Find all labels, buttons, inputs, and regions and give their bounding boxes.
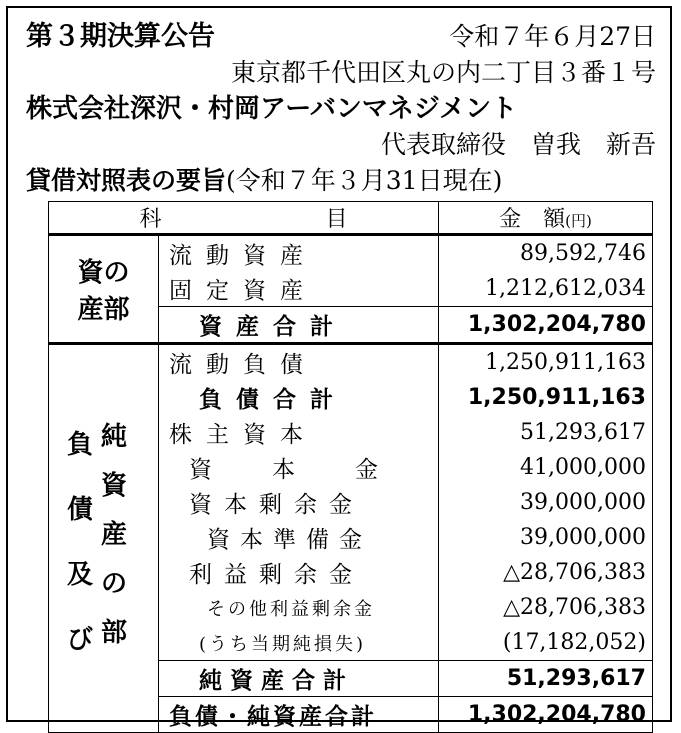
subject-header-char-2: 目 (325, 207, 348, 232)
liab-label-char: 資 (101, 471, 128, 501)
balance-sheet-table (48, 201, 653, 733)
notice-frame (6, 6, 672, 730)
shareholders-equity-label: 株主資本 (159, 415, 439, 450)
retained-earnings-label: 利益剰余金 (159, 555, 439, 590)
capital-surplus-amount: 39,000,000 (439, 485, 653, 520)
liab-label-char: 産 (101, 520, 128, 550)
total-assets-amount: 1,302,204,780 (439, 307, 653, 344)
total-net-assets-label: 純資産合計 (159, 661, 439, 697)
other-retained-label: その他利益剰余金 (159, 590, 439, 625)
representative: 代表取締役 曽我 新吾 (380, 130, 656, 159)
table-header-row (49, 202, 653, 235)
total-liab-net-assets-amount: 1,302,204,780 (439, 697, 653, 733)
liab-label-char: 純 (101, 422, 128, 452)
capital-amount: 41,000,000 (439, 450, 653, 485)
notice-date: 令和７年６月27日 (449, 22, 656, 51)
liabilities-section-label (49, 344, 159, 733)
liab-label-char: 債 (67, 495, 94, 525)
amount-unit: (円) (565, 212, 592, 230)
subtitle-period: (令和７年３月31日現在) (226, 166, 503, 195)
total-net-assets-amount: 51,293,617 (439, 661, 653, 697)
liab-label-char: の (101, 569, 128, 599)
table-row (49, 344, 653, 381)
capital-reserve-amount: 39,000,000 (439, 520, 653, 555)
fixed-assets-amount: 1,212,612,034 (439, 271, 653, 307)
subject-header (49, 202, 439, 235)
capital-reserve-label: 資本準備金 (159, 520, 439, 555)
amount-header (439, 202, 653, 235)
liab-label-char: 及 (67, 560, 94, 590)
current-assets-amount: 89,592,746 (439, 235, 653, 272)
amount-header-label: 金 額 (499, 207, 566, 232)
total-liabilities-label: 負債合計 (159, 380, 439, 415)
total-liabilities-amount: 1,250,911,163 (439, 380, 653, 415)
subtitle-main: 貸借対照表の要旨 (26, 166, 227, 195)
assets-label-line-1: 資の (77, 258, 130, 288)
retained-earnings-amount: △28,706,383 (439, 555, 653, 590)
assets-label-line-2: 産部 (77, 295, 130, 325)
capital-label: 資本金 (159, 450, 439, 485)
shareholders-equity-amount: 51,293,617 (439, 415, 653, 450)
balance-sheet-subtitle (26, 168, 502, 193)
fixed-assets-label: 固定資産 (159, 271, 439, 307)
total-liab-net-assets-label: 負債・純資産合計 (159, 697, 439, 733)
company-name: 株式会社深沢・村岡アーバンマネジメント (26, 94, 518, 124)
subject-header-char-1: 科 (139, 207, 162, 232)
liab-label-char: び (67, 625, 94, 655)
other-retained-amount: △28,706,383 (439, 590, 653, 625)
liab-label-char: 負 (67, 430, 94, 460)
notice-title: 第３期決算公告 (26, 21, 215, 52)
liab-label-char: 部 (101, 618, 128, 648)
current-assets-label: 流動資産 (159, 235, 439, 272)
current-liabilities-label: 流動負債 (159, 344, 439, 381)
net-loss-amount: (17,182,052) (439, 625, 653, 661)
assets-section-label (49, 235, 159, 344)
current-liabilities-amount: 1,250,911,163 (439, 344, 653, 381)
table-row (49, 235, 653, 272)
company-address: 東京都千代田区丸の内二丁目３番１号 (230, 58, 656, 87)
net-loss-label: (うち当期純損失) (159, 625, 439, 661)
capital-surplus-label: 資本剰余金 (159, 485, 439, 520)
total-assets-label: 資産合計 (159, 307, 439, 344)
